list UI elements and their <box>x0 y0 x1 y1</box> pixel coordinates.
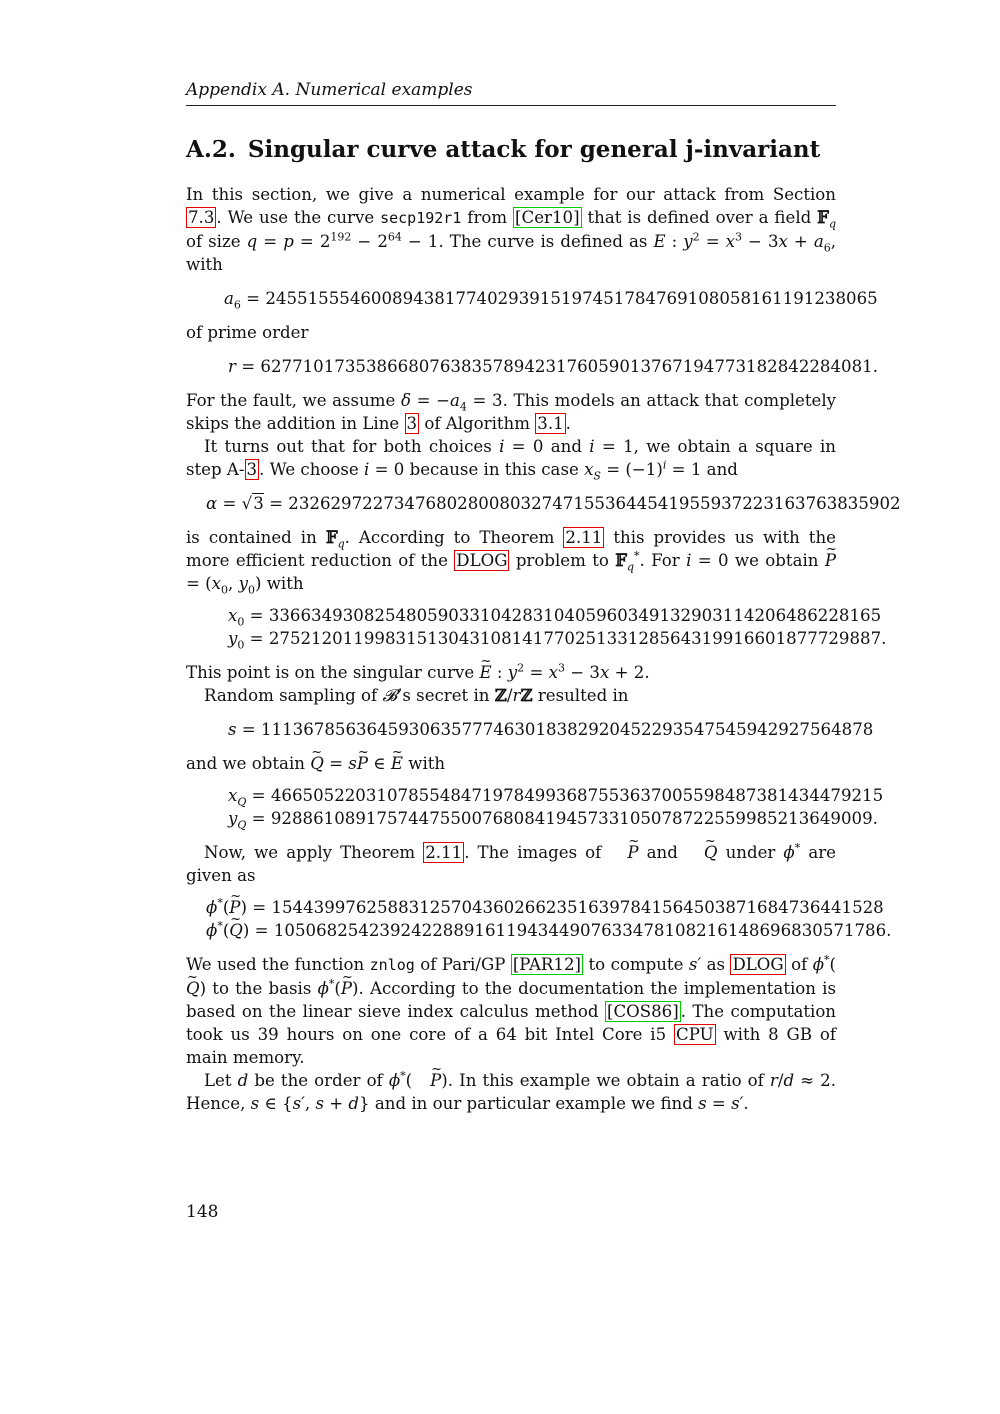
paragraph-singular-curve: This point is on the singular curve ~ E : $y^2 = x^3 - 3x + 2$. <box>186 661 836 684</box>
paragraph-random-sampling: Random sampling of 𝓑’s secret in ℤ/rℤ resulted in <box>204 685 629 705</box>
value-phi-p: 1544399762588312570436026623516397841564503871684736441528 <box>271 898 884 917</box>
equation-s: s = 1113678563645930635777463018382920452293547545942927564878 <box>228 720 874 739</box>
value-x0: 3366349308254805903310428310405960349132903114206486228165 <box>268 606 882 625</box>
ref-algorithm-3-1[interactable]: 3.1 <box>537 414 564 433</box>
ref-theorem-2-11-second[interactable]: 2.11 <box>425 843 463 862</box>
function-name: znlog <box>369 956 415 974</box>
paragraph-obtain-q: and we obtain ~ Q = s~ P ∈ ~ E with <box>186 752 836 775</box>
value-yq: 9288610891757447550076808419457331050787225599852136490​09. <box>270 809 878 828</box>
equation-alpha: α = √3 = 2326297227347680280080327471553644541955937223163763835902 <box>206 494 901 513</box>
section-number: A.2. <box>186 136 236 163</box>
value-s: 1113678563645930635777463018382920452293547545942927564878 <box>260 720 874 739</box>
paragraph-apply-theorem: Now, we apply Theorem 2.11 . The images of ~ P and ~ Q under ϕ* are given as <box>186 841 836 887</box>
equation-point-q: $x_Q = 4665052203107855484719784993687553637005598487381434479215$ $y_Q$ = 9288610891757447550076808419457331050787225599852136490​09. <box>228 786 884 832</box>
ref-cos86[interactable]: [COS86] <box>606 1002 679 1021</box>
paragraph-prime-order: of prime order <box>186 323 309 342</box>
paragraph-conclusion: Let d be the order of ϕ*(~ P). In this example we obtain a ratio of r/d ≈ 2. Hence, s ∈ {s′, s + d} and in our particular example we find s = s′. <box>186 1069 836 1115</box>
ref-section-7-3[interactable]: 7.3 <box>188 208 215 227</box>
ref-dlog-second[interactable]: DLOG <box>732 955 784 974</box>
ref-line-3[interactable]: 3 <box>406 414 418 433</box>
curve-name: secp192r1 <box>380 209 462 227</box>
page-number: 148 <box>186 1202 219 1222</box>
paragraph-intro: In this section, we give a numerical example for our attack from Section 7.3 . We use the curve secp192r1 from [Cer10] that is defined over a field 𝔽$_q$ of size $q = p = 2^{192} - 2^{64} - 1$. The curve is defined as E : $y^2 = x^3 - 3x + a_6$, with <box>186 185 837 274</box>
body-text <box>186 183 901 1115</box>
value-alpha: 2326297227347680280080327471553644541955937223163763835902 <box>288 494 901 513</box>
value-y0: 2752120119983151304310814177025133128564319916601877729887. <box>268 629 887 648</box>
ref-theorem-2-11[interactable]: 2.11 <box>565 528 603 547</box>
section-heading <box>186 136 820 163</box>
section-title: Singular curve attack for general j-invariant <box>247 136 821 163</box>
value-xq: 4665052203107855484719784993687553637005598487381434479215 <box>270 786 884 805</box>
paragraph-computation: We used the function znlog of Pari/GP [PAR12] to compute s′ as DLOG of ϕ*(~ Q) to the basis ϕ*(~ P). According to the documentation the implementation is based on the linear sieve index calculus method [COS86] . The computation took us 39 hours on one core of a 64 bit Intel Core i5 CPU with 8 GB of main memory. <box>186 953 836 1069</box>
ref-dlog[interactable]: DLOG <box>456 551 508 570</box>
header-rule <box>186 105 836 106</box>
equation-a6: $a_6 = 2455155546008943817740293915197451784769108058161191238065$ <box>224 289 878 312</box>
paragraph-fault: For the fault, we assume $\delta = -a_4 = 3$. This models an attack that completely skips the addition in Line 3 of Algorithm 3.1 . <box>186 391 837 433</box>
equation-r: r = 6277101735386680763835789423176059013767194773182842284081. <box>228 357 878 376</box>
equation-point-p: $x_0 = 3366349308254805903310428310405960349132903114206486228165$ $y_0 = 2752120119983151304310814177025133128564319916601877729887$. <box>228 606 887 652</box>
ref-step-a3[interactable]: 3 <box>246 460 258 479</box>
ref-cpu[interactable]: CPU <box>676 1025 714 1044</box>
running-head: Appendix A. Numerical examples <box>186 80 473 100</box>
ref-cer10[interactable]: [Cer10] <box>515 208 580 227</box>
paragraph-contained: is contained in 𝔽$_q$. According to Theorem 2.11 this provides us with the more efficient reduction of the DLOG problem to 𝔽$_q$*. For i = 0 we obtain ~ $P = (x_0$, $y_0$) with <box>186 526 836 595</box>
value-a6: 2455155546008943817740293915197451784769108058161191238065 <box>265 289 878 308</box>
paragraph-choices: It turns out that for both choices i = 0 and i = 1, we obtain a square in step A- 3 . We choose i = 0 because in this case $x_S = (-1)^i = 1$ and <box>186 437 836 483</box>
value-phi-q: 1050682542392422889161194344907633478108216148696830571786. <box>273 921 892 940</box>
value-r: 6277101735386680763835789423176059013767194773182842284081. <box>260 357 878 376</box>
equation-images: ϕ*(~ P) = 1544399762588312570436026623516397841564503871684736441528 ϕ*(~ Q) = 1050682542392422889161194344907633478108216148696830571786. <box>206 896 836 942</box>
ref-par12[interactable]: [PAR12] <box>512 955 582 974</box>
